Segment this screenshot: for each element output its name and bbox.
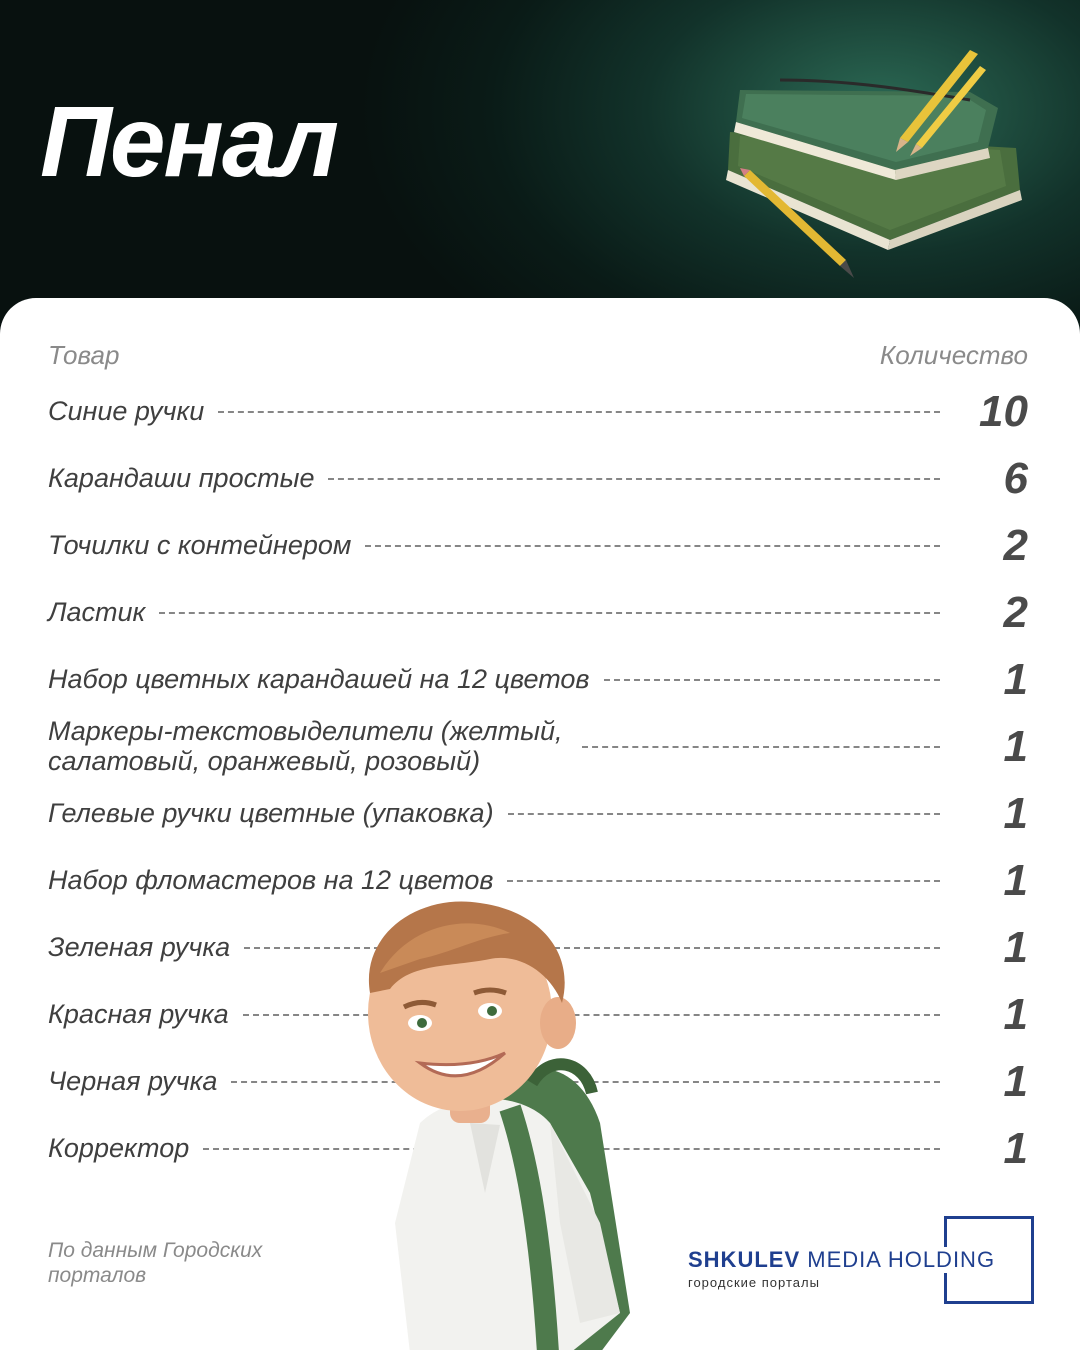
item-name: Набор фломастеров на 12 цветов — [48, 864, 494, 895]
item-quantity: 1 — [1003, 654, 1028, 704]
item-quantity: 1 — [1003, 788, 1028, 838]
item-name: Карандаши простые — [48, 462, 315, 493]
item-name: Набор цветных карандашей на 12 цветов — [48, 663, 590, 694]
student-with-backpack-illustration — [300, 893, 660, 1350]
item-name: Гелевые ручки цветные (упаковка) — [48, 797, 494, 828]
item-name: Черная ручка — [48, 1065, 218, 1096]
item-quantity: 1 — [1003, 1056, 1028, 1106]
content-card — [0, 298, 1080, 1350]
item-name: Маркеры-текстовыделители (желтый, салатовый, оранжевый, розовый) — [48, 715, 563, 776]
shkulev-media-holding-logo — [688, 1216, 1032, 1302]
item-quantity: 10 — [979, 386, 1028, 436]
dashed-leader — [365, 545, 940, 547]
logo-brand-text — [688, 1247, 999, 1273]
list-item — [48, 780, 1028, 847]
column-header-quantity: Количество — [879, 340, 1028, 370]
dashed-leader — [328, 478, 940, 480]
item-name: Зеленая ручка — [48, 931, 231, 962]
item-quantity: 2 — [1003, 587, 1028, 637]
item-name: Ластик — [48, 596, 146, 627]
item-quantity: 2 — [1003, 520, 1028, 570]
item-quantity: 1 — [1003, 989, 1028, 1039]
notebooks-and-pencils-illustration — [720, 40, 1040, 290]
list-item — [48, 445, 1028, 512]
dashed-leader — [159, 612, 940, 614]
dashed-leader — [582, 746, 940, 748]
item-quantity: 1 — [1003, 1123, 1028, 1173]
list-item — [48, 378, 1028, 445]
item-quantity: 6 — [1003, 453, 1028, 503]
item-name: Корректор — [48, 1132, 190, 1163]
list-item — [48, 512, 1028, 579]
logo-subtitle: городские порталы — [688, 1275, 820, 1290]
item-name: Точилки с контейнером — [48, 529, 352, 560]
dashed-leader — [218, 411, 940, 413]
dashed-leader — [604, 679, 940, 681]
page-title: Пенал — [40, 86, 337, 198]
item-quantity: 1 — [1003, 721, 1028, 771]
column-header-item: Товар — [48, 340, 120, 370]
dashed-leader — [508, 813, 940, 815]
source-note: По данным Городских порталов — [48, 1239, 263, 1287]
item-name: Синие ручки — [48, 395, 205, 426]
dashed-leader — [507, 880, 940, 882]
list-item — [48, 646, 1028, 713]
item-quantity: 1 — [1003, 922, 1028, 972]
list-item — [48, 713, 1028, 780]
logo-brand-rest: MEDIA HOLDING — [807, 1247, 996, 1272]
logo-brand-bold: SHKULEV — [688, 1247, 801, 1272]
item-name: Красная ручка — [48, 998, 229, 1029]
item-quantity: 1 — [1003, 855, 1028, 905]
list-item — [48, 579, 1028, 646]
